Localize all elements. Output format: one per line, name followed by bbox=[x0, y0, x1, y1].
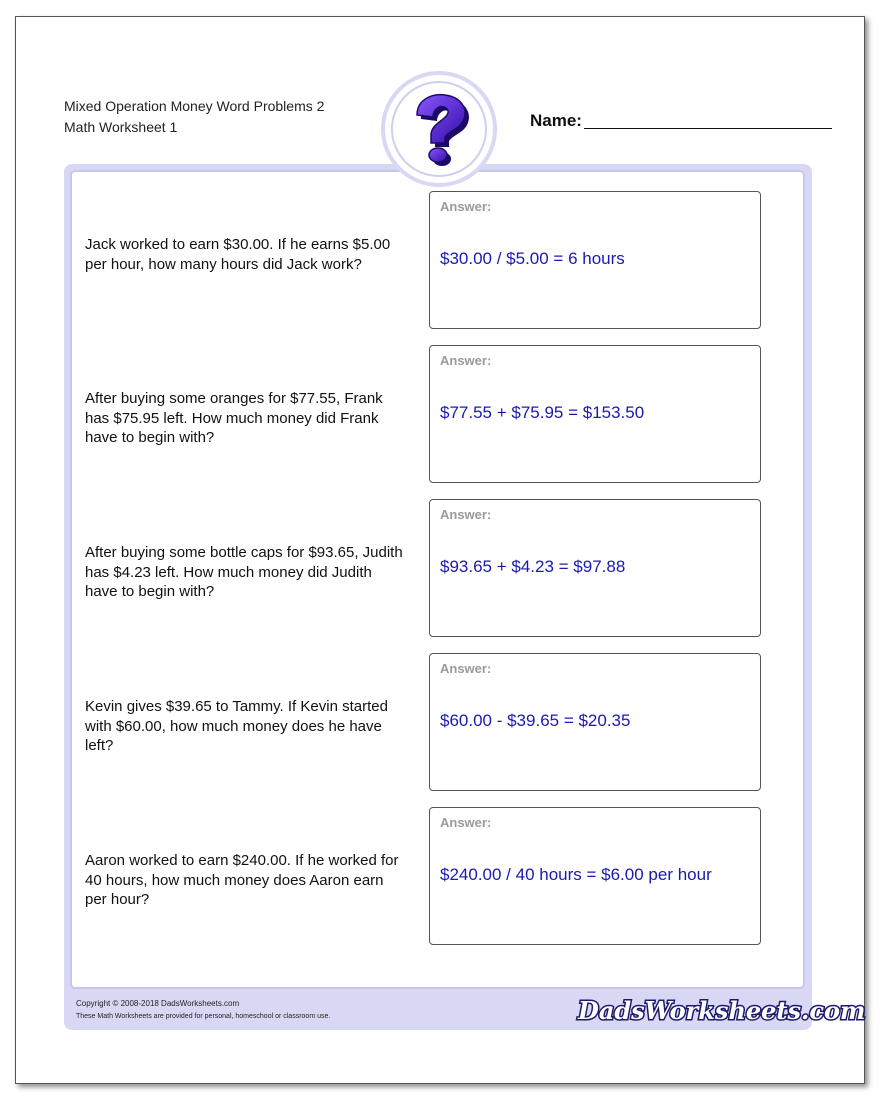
answer-box-1[interactable] bbox=[429, 191, 761, 329]
name-line[interactable] bbox=[584, 128, 832, 129]
logo-badge bbox=[381, 71, 497, 187]
answer-box-4[interactable] bbox=[429, 653, 761, 791]
brand-logo bbox=[574, 990, 866, 1030]
worksheet-title: Mixed Operation Money Word Problems 2 bbox=[64, 98, 325, 114]
footer-note: These Math Worksheets are provided for personal, homeschool or classroom use. bbox=[76, 1013, 331, 1020]
question-mark-icon bbox=[403, 89, 475, 169]
answer-box-2[interactable] bbox=[429, 345, 761, 483]
answer-text: $240.00 / 40 hours = $6.00 per hour bbox=[440, 865, 712, 884]
answer-text: $77.55 + $75.95 = $153.50 bbox=[440, 403, 645, 422]
logo-ring bbox=[391, 81, 487, 177]
worksheet-subtitle: Math Worksheet 1 bbox=[64, 119, 178, 135]
question-4: Kevin gives $39.65 to Tammy. If Kevin started with $60.00, how much money does he have left? bbox=[85, 698, 388, 754]
answer-box-3[interactable] bbox=[429, 499, 761, 637]
question-1: Jack worked to earn $30.00. If he earns $5.00 per hour, how many hours did Jack work? bbox=[85, 236, 391, 273]
question-3: After buying some bottle caps for $93.65, Judith has $4.23 left. How much money did Judith have to begin with? bbox=[85, 544, 403, 600]
name-field[interactable] bbox=[530, 111, 832, 131]
name-label: Name: bbox=[530, 111, 582, 130]
answer-box-5[interactable] bbox=[429, 807, 761, 945]
answer-label: Answer: bbox=[440, 661, 492, 676]
footer-copyright: Copyright © 2008-2018 DadsWorksheets.com bbox=[76, 999, 240, 1008]
answer-label: Answer: bbox=[440, 815, 492, 830]
answer-label: Answer: bbox=[440, 353, 492, 368]
brand-text: DadsWorksheets.com bbox=[578, 996, 866, 1025]
answer-text: $93.65 + $4.23 = $97.88 bbox=[440, 557, 626, 576]
answer-text: $60.00 - $39.65 = $20.35 bbox=[440, 711, 631, 730]
worksheet-page bbox=[15, 16, 865, 1084]
answer-label: Answer: bbox=[440, 199, 492, 214]
answer-text: $30.00 / $5.00 = 6 hours bbox=[440, 249, 625, 268]
question-5: Aaron worked to earn $240.00. If he worked for 40 hours, how much money does Aaron earn per hour? bbox=[85, 852, 399, 908]
answer-label: Answer: bbox=[440, 507, 492, 522]
question-2: After buying some oranges for $77.55, Frank has $75.95 left. How much money did Frank have to begin with? bbox=[85, 390, 383, 446]
